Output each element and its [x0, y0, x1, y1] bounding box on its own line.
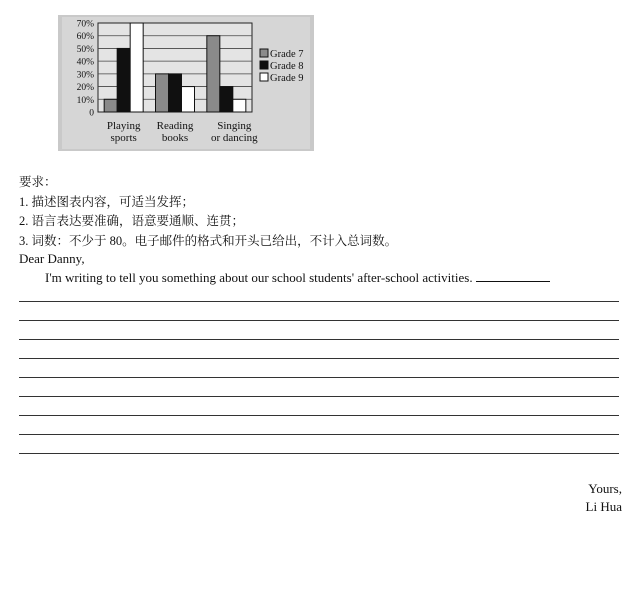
letter-intro-text: I'm writing to tell you something about our school students' after-school activities.: [45, 270, 473, 285]
legend-label: Grade 7: [270, 49, 304, 60]
letter-greeting: Dear Danny,: [19, 251, 85, 266]
legend-label: Grade 8: [270, 61, 304, 72]
requirement-item-1: 1. 描述图表内容，可适当发挥；: [19, 195, 195, 209]
legend-swatch: [260, 49, 268, 57]
legend-swatch: [260, 61, 268, 69]
bar-grade-9: [130, 23, 143, 112]
x-category-label: Singing: [217, 120, 252, 132]
x-category-label: books: [161, 132, 189, 144]
bar-chart-figure: [58, 15, 314, 151]
letter-closing: Yours,: [588, 481, 622, 496]
x-category-label: Reading: [156, 120, 194, 132]
x-category-label: sports: [110, 132, 137, 144]
y-tick-label: 60%: [76, 32, 94, 43]
y-tick-label: 10%: [76, 95, 94, 106]
answer-line[interactable]: [19, 301, 619, 302]
y-tick-label: 0: [89, 108, 94, 119]
requirement-item-2: 2. 语言表达要准确，语意要通顺、连贯；: [19, 214, 245, 228]
bar-grade-7: [207, 36, 220, 112]
bar-grade-8: [220, 87, 233, 112]
answer-line[interactable]: [19, 377, 619, 378]
answer-line[interactable]: [19, 339, 619, 340]
answer-line[interactable]: [19, 453, 619, 454]
y-tick-label: 50%: [76, 44, 94, 55]
intro-answer-blank[interactable]: [476, 270, 550, 282]
y-tick-label: 20%: [76, 83, 94, 94]
requirement-item-3: 3. 词数：不少于 80。电子邮件的格式和开头已给出，不计入总词数。: [19, 234, 398, 248]
x-category-label: Playing: [106, 120, 141, 132]
legend-swatch: [260, 73, 268, 81]
requirements-title: 要求：: [19, 175, 57, 189]
answer-line[interactable]: [19, 320, 619, 321]
bar-grade-7: [156, 74, 169, 112]
answer-line[interactable]: [19, 415, 619, 416]
bar-grade-9: [182, 87, 195, 112]
y-tick-label: 30%: [76, 70, 94, 81]
letter-signature: Li Hua: [585, 499, 622, 514]
bar-grade-8: [169, 74, 182, 112]
answer-line[interactable]: [19, 434, 619, 435]
answer-line[interactable]: [19, 396, 619, 397]
y-tick-label: 70%: [76, 19, 94, 30]
answer-line[interactable]: [19, 358, 619, 359]
x-category-label: or dancing: [210, 132, 258, 144]
legend-label: Grade 9: [270, 73, 304, 84]
y-tick-label: 40%: [76, 57, 94, 68]
bar-chart: [58, 15, 314, 151]
bar-grade-9: [233, 99, 246, 112]
letter-intro: [45, 270, 550, 286]
bar-grade-8: [117, 48, 130, 112]
bar-grade-7: [104, 99, 117, 112]
